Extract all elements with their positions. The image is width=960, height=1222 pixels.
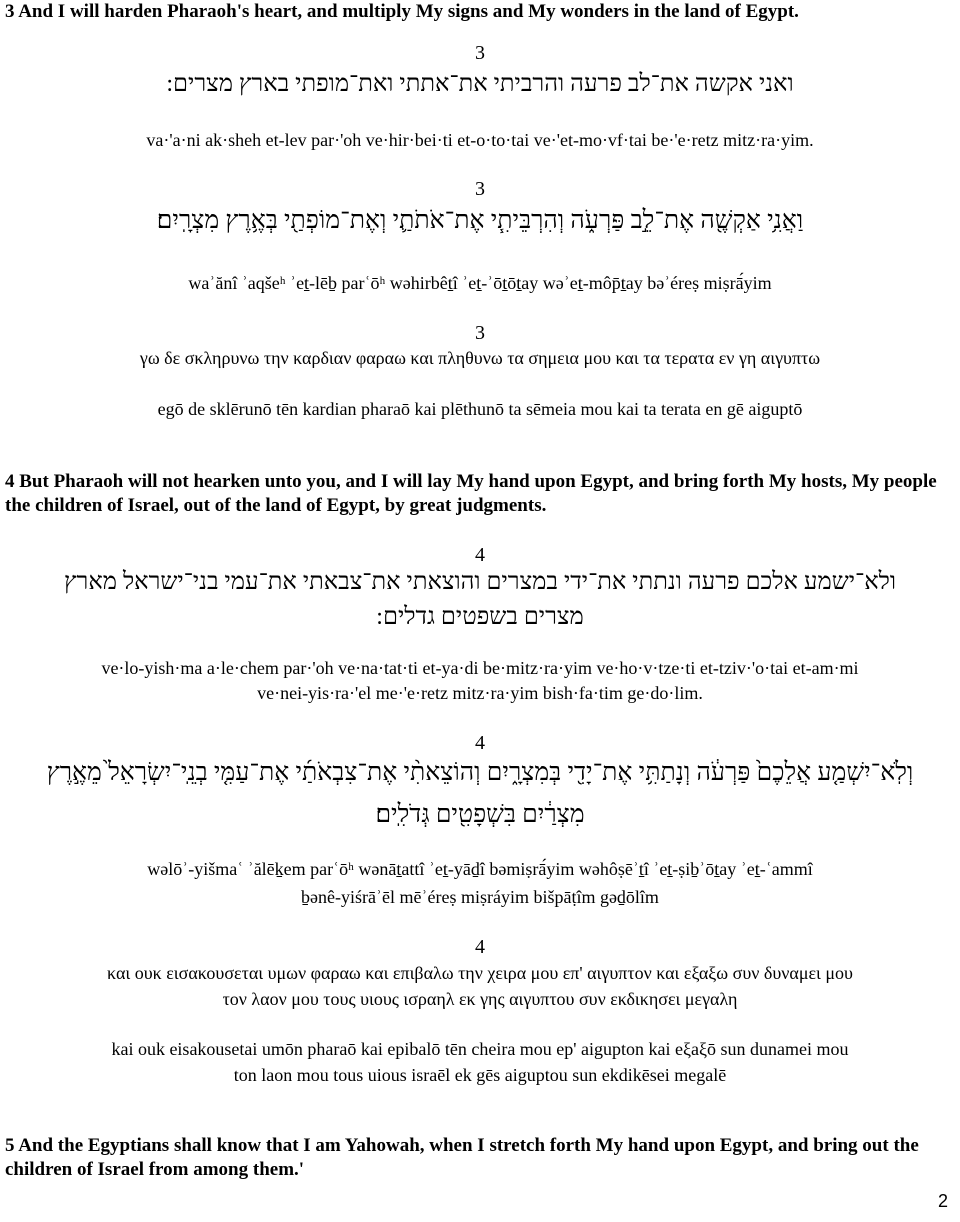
verse-4-scholarly-transliteration-line-2: ḇənê-yiśrāʾēl mēʾéreṣ miṣráyim bišpāṭîm gəḏōlîm (301, 887, 659, 907)
verse-5-english: 5 And the Egyptians shall know that I am Yahowah, when I stretch forth My hand upon Egypt, and bring out the children of Israel from among them.' (5, 1135, 919, 1180)
verse-4-hebrew-pointed-line-1: וְלֹֽא־יִשְׁמַ֤ע אֲלֵכֶם֙ פַּרְעֹ֔ה וְנָתַתִּ֥י אֶת־יָדִ֖י בְּמִצְרָ֑יִם וְהוֹצֵאתִ֨י אֶת־צִבְאֹתַ֜י אֶת־עַמִּ֤י בְנֵֽי־יִשְׂרָאֵל֙ מֵאֶ֣רֶץ (46, 759, 914, 786)
verse-4-transliteration-line-1: ve·lo-yish·ma a·le·chem par·'oh ve·na·tat·ti et-ya·di be·mitz·ra·yim ve·ho·v·tze·ti et-tziv·'o·tai et-am·mi (101, 658, 859, 678)
verse-4-greek-line-1: και ουκ εισακουσεται υμων φαραω και επιβαλω την χειρα μου επ' αιγυπτον και εξαξω συν δυναμει μου (107, 963, 853, 983)
verse-4-hebrew-plain-line-2: מצרים בשפטים גדלים: (376, 604, 584, 630)
verse-3-greek: γω δε σκληρυνω την καρδιαν φαραω και πληθυνω τα σημεια μου και τα τερατα εν γη αιγυπτω (139, 348, 821, 368)
verse-4-hebrew-pointed-line-2: מִצְרַ֔יִם בִּשְׁפָטִ֖ים גְּדֹלִֽים׃ (375, 801, 585, 828)
page-number: 2 (937, 1191, 948, 1211)
verse-3-transliteration: va·'a·ni ak·sheh et-lev par·'oh ve·hir·bei·ti et-o·to·tai ve·'et-mo·vf·tai be·'e·retz mitz·ra·yim. (146, 130, 814, 150)
verse-4-english: 4 But Pharaoh will not hearken unto you, and I will lay My hand upon Egypt, and bring forth My hosts, My people the children of Israel, out of the land of Egypt, by great judgments. (5, 471, 937, 516)
verse-3-hebrew-pointed: וַאֲנִ֥י אַקְשֶׁ֖ה אֶת־לֵ֣ב פַּרְעֹ֑ה וְהִרְבֵּיתִ֧י אֶת־אֹתֹתַ֛י וְאֶת־מוֹפְתַ֖י בְּאֶ֥רֶץ מִצְרָֽיִם׃ (156, 207, 804, 234)
verse-3-number-vowel: 3 (475, 178, 485, 200)
verse-4-transliteration-line-2: ve·nei-yis·ra·'el me·'e·retz mitz·ra·yim bish·fa·tim ge·do·lim. (257, 683, 703, 703)
verse-3-number-plain: 3 (475, 42, 485, 64)
verse-4-greek-transliteration-line-2: ton laon mou tous uious israēl ek gēs aiguptou sun ekdikēsei megalē (233, 1065, 727, 1085)
verse-4-scholarly-transliteration-line-1: wəlōʾ-yišmaʿ ʾălēḵem parʿōʰ wənāṯattî ʾeṯ-yāḏî bəmiṣrā́yim wəhôṣēʾṯî ʾeṯ-ṣiḇʾōṯay ʾeṯ-ʿammî (147, 859, 813, 879)
verse-4-hebrew-plain-line-1: ולא־ישמע אלכם פרעה ונתתי את־ידי במצרים והוצאתי את־צבאתי את־עמי בני־ישראל מארץ (64, 569, 896, 595)
verse-4-number-greek: 4 (475, 936, 485, 958)
verse-3-greek-transliteration: egō de sklērunō tēn kardian pharaō kai plēthunō ta sēmeia mou kai ta terata en gē aiguptō (157, 399, 803, 419)
verse-4-number-plain: 4 (475, 544, 485, 566)
verse-4-greek-transliteration-line-1: kai ouk eisakousetai umōn pharaō kai epibalō tēn cheira mou ep' aigupton kai eξaξō sun dunamei mou (111, 1039, 849, 1059)
verse-3-english: 3 And I will harden Pharaoh's heart, and multiply My signs and My wonders in the land of Egypt. (5, 1, 799, 22)
verse-3-hebrew-plain: ואני אקשה את־לב פרעה והרביתי את־אתתי ואת־מופתי בארץ מצרים: (166, 71, 794, 97)
verse-4-greek-line-2: τον λαον μου τους υιους ισραηλ εκ γης αιγυπτου συν εκδικησει μεγαλη (222, 989, 738, 1009)
verse-3-scholarly-transliteration: waʾănî ʾaqšeʰ ʾeṯ-lēḇ parʿōʰ wəhirbêṯî ʾeṯ-ʾōṯōṯay wəʾeṯ-môp̄ṯay bəʾéreṣ miṣrā́yim (188, 273, 772, 293)
verse-4-number-vowel: 4 (475, 732, 485, 754)
verse-3-number-greek: 3 (475, 322, 485, 344)
